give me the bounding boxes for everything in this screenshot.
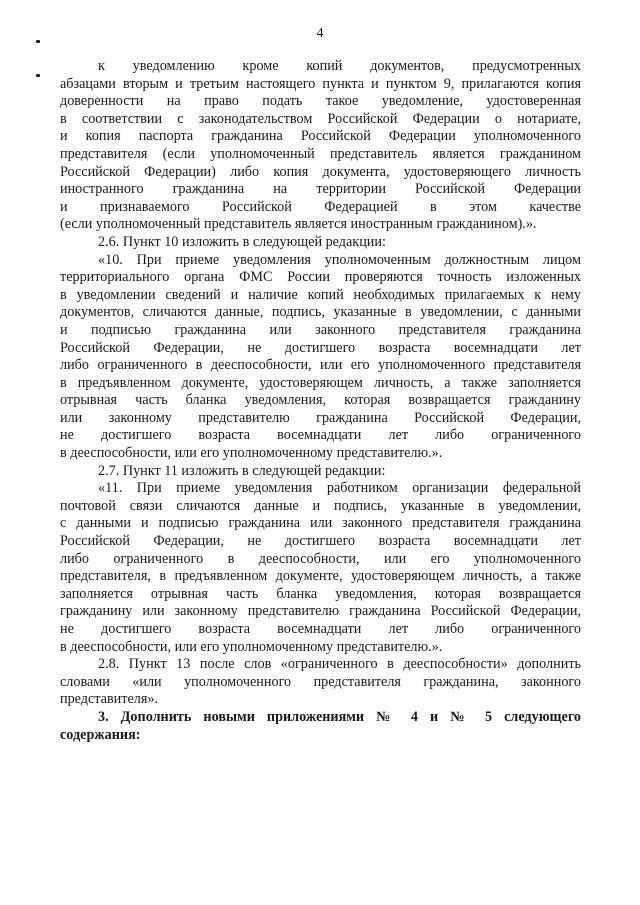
text-line: 3. Дополнить новыми приложениями № 4 и № 5 следующего [98, 708, 581, 725]
text-line: иностранного гражданина на территории Российской Федерации [60, 181, 581, 198]
text-line: в дееспособности, или его уполномоченному представителю.». [60, 445, 443, 462]
text-line: 2.8. Пункт 13 после слов «ограниченного в дееспособности» дополнить [98, 656, 581, 673]
text-line: Российской Федерации, не достигшего возраста восемнадцати лет [60, 339, 581, 356]
text-line: документов, сличаются данные, подпись, указанные в уведомлении, с данными [60, 304, 581, 321]
text-line: территориального органа ФМС России проверяются точность изложенных [60, 269, 581, 286]
text-line: почтовой связи сличаются данные и подпись, указанные в уведомлении, [60, 497, 581, 514]
page-number: 4 [316, 26, 324, 41]
text-line: к уведомлению кроме копий документов, предусмотренных [98, 58, 581, 74]
text-line: и подписью гражданина или законного представителя гражданина [60, 321, 581, 338]
text-line: гражданину или законному представителю гражданина Российской Федерации, [60, 603, 581, 620]
text-line: Российской Федерации) либо копия документа, удостоверяющего личность [60, 163, 581, 180]
text-line: представителя». [60, 691, 159, 708]
scan-artifact [36, 40, 40, 43]
text-line: представителя (если уполномоченный представитель является гражданином [60, 145, 581, 162]
text-line: и признаваемого Российской Федерацией в этом качестве [60, 198, 581, 215]
text-line: Российской Федерации, не достигшего возраста восемнадцати лет [60, 533, 581, 550]
text-line: в соответствии с законодательством Российской Федерации о нотариате, [60, 110, 581, 127]
text-line: с данными и подписью гражданина или законного представителя гражданина [60, 515, 581, 532]
text-line: словами «или уполномоченного представителя гражданина, законного [60, 673, 581, 690]
text-line: представителя, в предъявленном документе, удостоверяющем личность, а также [60, 568, 581, 585]
text-line: в уведомлении сведений и наличие копий необходимых прилагаемых к нему [60, 286, 581, 303]
text-line: (если уполномоченный представитель является иностранным гражданином).». [60, 216, 537, 233]
text-line: содержания: [60, 726, 141, 743]
text-line: «11. При приеме уведомления работником организации федеральной [98, 480, 581, 497]
document-body [60, 58, 581, 744]
text-line: в предъявленном документе, удостоверяющем личность, а также заполняется [60, 374, 581, 391]
text-line: не достигшего возраста восемнадцати лет либо ограниченного [60, 621, 581, 637]
text-line: абзацами вторым и третьим настоящего пункта и пунктом 9, прилагаются копия [60, 75, 581, 92]
text-line: доверенности на право подать такое уведомление, удостоверенная [60, 93, 581, 110]
text-line: в дееспособности, или его уполномоченному представителю.». [60, 638, 443, 655]
text-line: 2.7. Пункт 11 изложить в следующей редакции: [98, 462, 386, 479]
text-line: 2.6. Пункт 10 изложить в следующей редакции: [98, 233, 386, 250]
text-line: либо ограниченного в дееспособности, или его уполномоченного [60, 550, 581, 567]
text-line: отрывная часть бланка уведомления, которая возвращается гражданину [60, 392, 581, 409]
text-line: заполняется отрывная часть бланка уведомления, которая возвращается [60, 585, 581, 602]
text-line: не достигшего возраста восемнадцати лет либо ограниченного [60, 427, 581, 444]
text-line: либо ограниченного в дееспособности, или его уполномоченного представителя [60, 357, 581, 374]
text-line: или законному представителю гражданина Российской Федерации, [60, 409, 581, 426]
scan-artifact [36, 74, 40, 77]
text-line: «10. При приеме уведомления уполномоченным должностным лицом [98, 251, 581, 268]
text-line: и копия паспорта гражданина Российской Федерации уполномоченного [60, 128, 581, 145]
